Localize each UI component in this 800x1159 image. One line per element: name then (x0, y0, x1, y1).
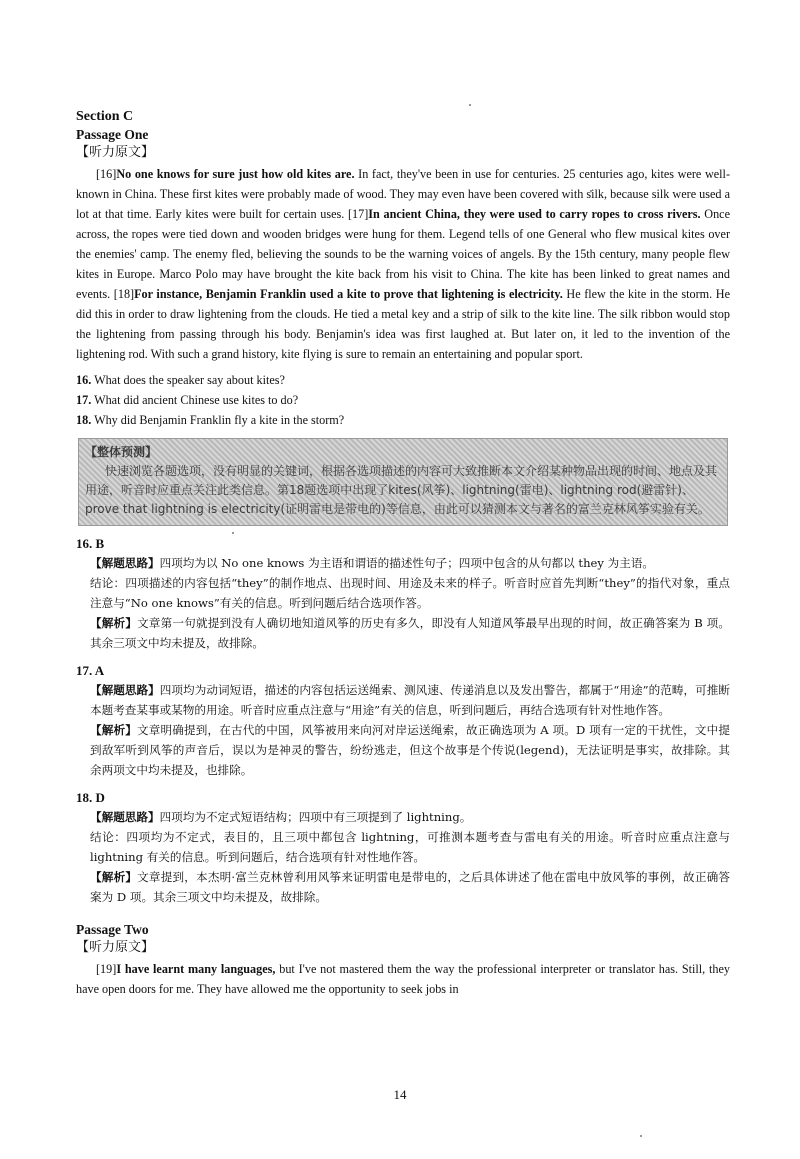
approach-tag: 【解题思路】 (90, 810, 160, 824)
question-text: What does the speaker say about kites? (94, 373, 285, 387)
scan-speck (469, 104, 471, 106)
question-17 (76, 390, 730, 410)
question-18 (76, 410, 730, 430)
document-page (76, 108, 730, 999)
passage-two-title: Passage Two (76, 922, 149, 937)
scan-speck (640, 1135, 642, 1137)
approach (90, 553, 730, 573)
transcript-text: Once across, the ropes were tied down and wooden bridges were hung for them. Legend tells of one General who flew musical kites over the enemies' camp. The enemy fled, believing the sounds to be the warning voices of angels. By the 15th century, many people flew kites in Europe. Marco Polo may have brought the kite back from his visit to China. The kite has been linked to great names and events. (76, 207, 730, 301)
passage-two-transcript (76, 959, 730, 999)
approach (90, 807, 730, 827)
answer-18 (76, 788, 730, 907)
analysis (90, 720, 730, 780)
question-list (76, 370, 730, 430)
marker-16: [16] (96, 167, 117, 181)
section-title: Section C (76, 109, 134, 124)
overall-prediction-text: 快速浏览各题选项，没有明显的关键词，根据各选项描述的内容可大致推断本文介绍某种物品出现的时间、地点及其用途，听音时应重点关注此类信息。第18题选项中出现了kites(风筝)、lightning(雷电)、lightning rod(避雷针)、prove that lightning is electricity(证明雷电是带电的)等信息，由此可以猜测本文与著名的富兰克林风筝实验有关。 (85, 464, 718, 516)
answer-number: 18. D (76, 790, 105, 805)
key-sentence-17: In ancient China, they were used to carry ropes to cross rivers. (368, 207, 701, 221)
analysis-text: 文章提到，本杰明·富兰克林曾利用风筝来证明雷电是带电的，之后具体讲述了他在雷电中放风筝的事例，故正确答案为 D 项。其余三项文中均未提及，故排除。 (90, 870, 730, 904)
key-sentence-18: For instance, Benjamin Franklin used a kite to prove that lightening is electricity. (134, 287, 563, 301)
analysis-tag: 【解析】 (90, 870, 138, 884)
question-number: 17. (76, 393, 92, 407)
answer-17 (76, 661, 730, 780)
transcript-text: but I've not mastered them the way the professional interpreter or translator has. Still, they have open doors for me. They have allowed me the opportunity to seek jobs in (76, 962, 730, 996)
approach-tag: 【解题思路】 (90, 556, 160, 570)
transcript-text: He flew the kite in the storm. He did this in order to draw lightening from the clouds. He tied a metal key and a strip of silk to the kite line. The silk ribbon would stop the lightening from passing through his body. Benjamin's idea was first laughed at. But later on, it led to the invention of the lightening rod. With such a grand history, kite flying is sure to remain an entertaining and popular sport. (76, 287, 731, 361)
passage-two (76, 921, 730, 999)
passage-one-title: Passage One (76, 127, 149, 142)
approach-tag: 【解题思路】 (90, 683, 160, 697)
page-number: 14 (393, 1087, 407, 1102)
approach (90, 680, 730, 720)
analysis-tag: 【解析】 (90, 723, 137, 737)
transcript-text: In fact, they've been in use for centuries. 25 centuries ago, kites were well-known in China. These first kites were probably made of wood. They may even have been covered with silk, because silk were used a lot at that time. Early kites were built for certain uses. (76, 167, 730, 221)
key-sentence-19: I have learnt many languages, (116, 962, 276, 976)
question-16 (76, 370, 730, 390)
answer-number: 16. B (76, 536, 105, 551)
passage-one-transcript-label: 【听力原文】 (76, 145, 155, 160)
conclusion: 结论：四项均为不定式，表目的，且三项中都包含 lightning，可推测本题考查与雷电有关的用途。听音时应重点注意与 lightning 有关的信息。听到问题后，结合选项有针对性地作答。 (90, 830, 730, 864)
answer-number: 17. A (76, 663, 105, 678)
analysis (90, 613, 730, 653)
question-number: 16. (76, 373, 92, 387)
overall-prediction-label: 【整体预测】 (85, 445, 158, 459)
overall-prediction-box (78, 438, 728, 526)
approach-text: 四项均为以 No one knows 为主语和谓语的描述性句子；四项中包含的从句都以 they 为主语。 (159, 556, 655, 570)
passage-one-transcript (76, 164, 730, 364)
marker-18: [18] (113, 287, 135, 301)
marker-17: [17] (347, 207, 369, 221)
answer-16 (76, 534, 730, 653)
conclusion: 结论：四项描述的内容包括“they”的制作地点、出现时间、用途及未来的样子。听音时应首先判断“they”的指代对象，重点注意与“No one knows”有关的信息。听到问题后结合选项作答。 (90, 576, 730, 610)
analysis-text: 文章明确提到，在古代的中国，风筝被用来向河对岸运送绳索，故正确选项为 A 项。D 项有一定的干扰性，文中提到敌军听到风筝的声音后，误以为是神灵的警告，纷纷逃走，但这个故事是个传说(legend)，无法证明是事实，故排除。其余两项文中均未提及，也排除。 (90, 723, 730, 777)
analysis (90, 867, 730, 907)
key-sentence-16: No one knows for sure just how old kites are. (116, 167, 355, 181)
analysis-text: 文章第一句就提到没有人确切地知道风筝的历史有多久，即没有人知道风筝最早出现的时间，故正确答案为 B 项。其余三项文中均未提及，故排除。 (90, 616, 730, 650)
question-text: What did ancient Chinese use kites to do? (94, 393, 299, 407)
approach-text: 四项均为不定式短语结构；四项中有三项提到了 lightning。 (159, 810, 472, 824)
approach-text: 四项均为动词短语，描述的内容包括运送绳索、测风速、传递消息以及发出警告，都属于“用途”的范畴，可推断本题考查某事或某物的用途。听音时应重点注意与“用途”有关的信息，听到问题后，再结合选项有针对性地作答。 (90, 683, 730, 717)
marker-19: [19] (96, 962, 117, 976)
question-number: 18. (76, 413, 92, 427)
question-text: Why did Benjamin Franklin fly a kite in the storm? (94, 413, 345, 427)
analysis-tag: 【解析】 (90, 616, 138, 630)
passage-two-transcript-label: 【听力原文】 (76, 940, 155, 955)
